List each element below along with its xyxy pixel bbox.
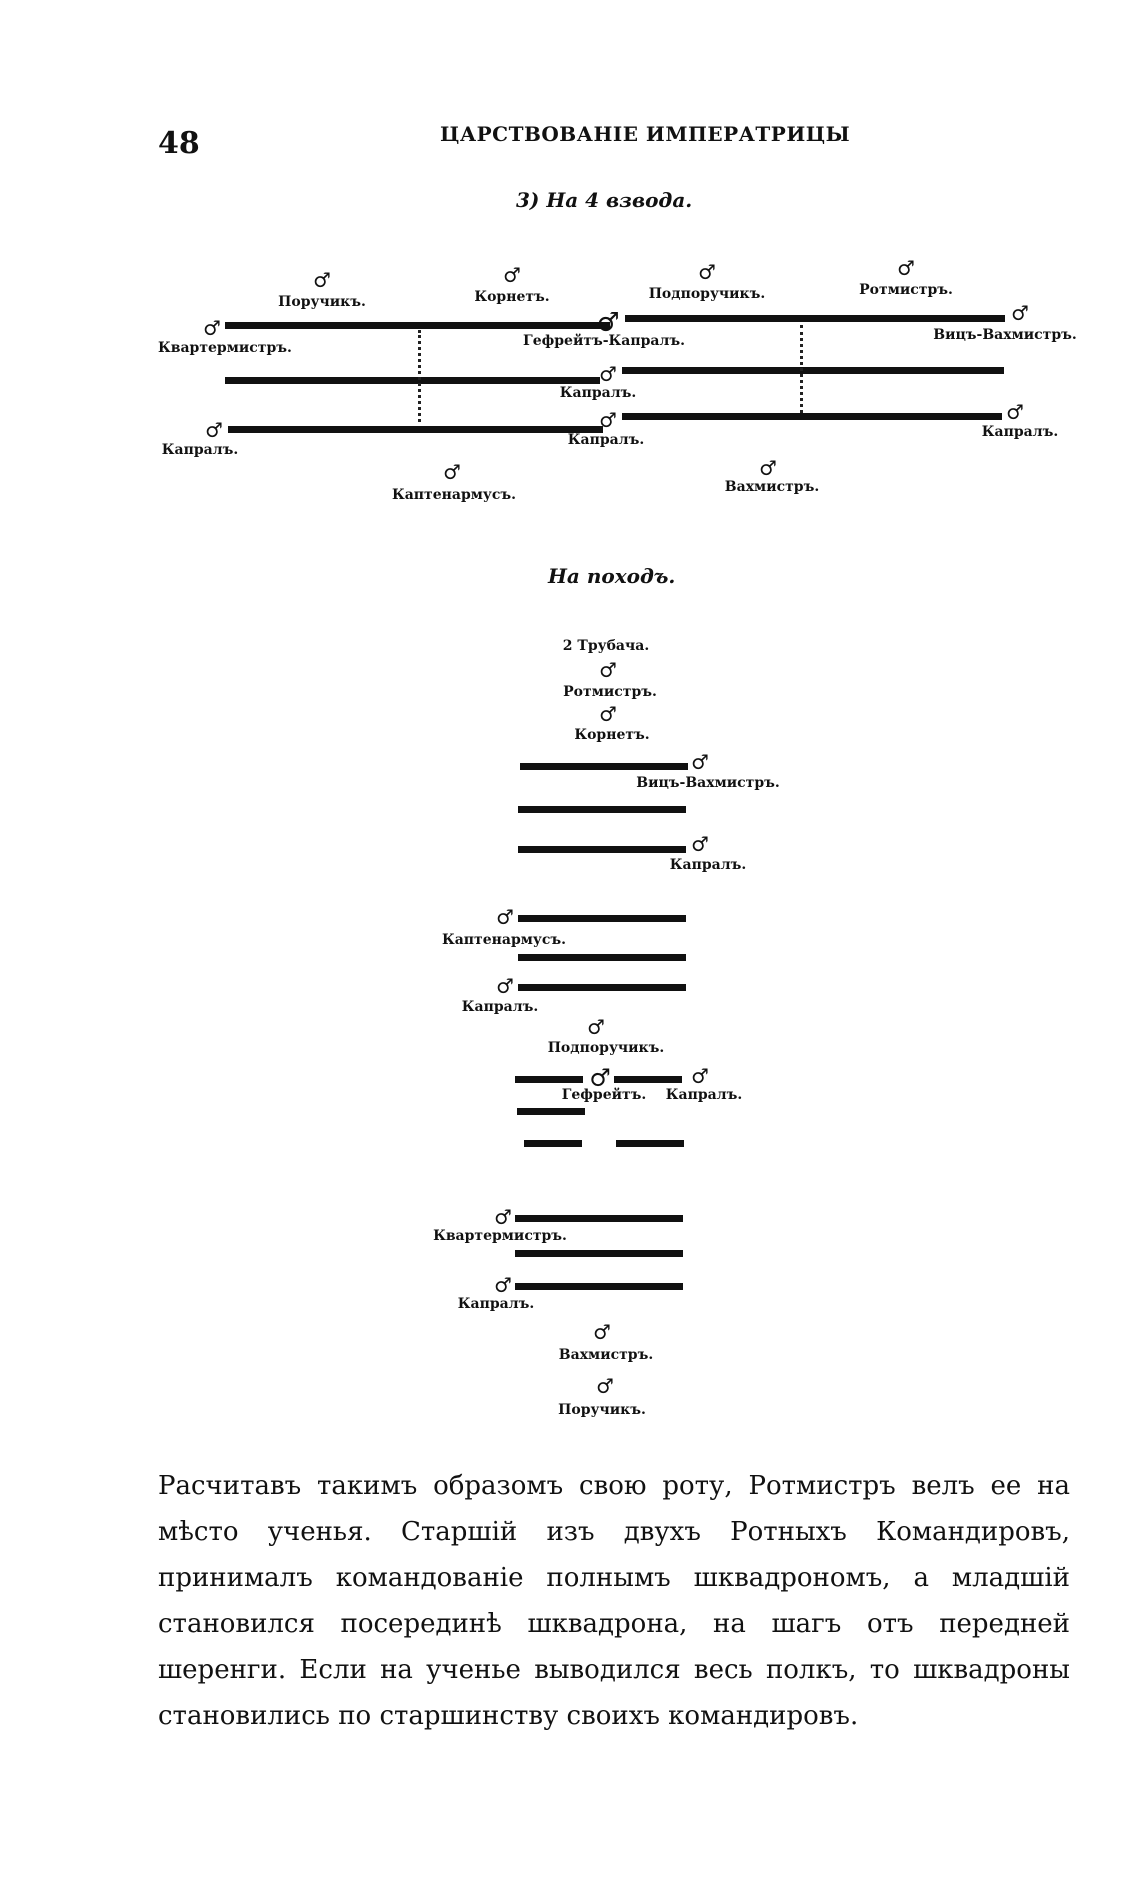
label-kapral-middle: Капралъ.	[559, 385, 637, 401]
march-title: На походъ.	[548, 564, 676, 588]
label-porutchik: Поручикъ.	[558, 1402, 646, 1418]
nco-symbol: ♂	[1006, 400, 1024, 424]
page-number: 48	[158, 126, 200, 161]
file-line	[614, 1076, 682, 1083]
nco-symbol: ♂	[443, 460, 461, 484]
rank-line	[622, 413, 1002, 420]
rank-line	[225, 322, 610, 329]
running-title: ЦАРСТВОВАНІЕ ИМПЕРАТРИЦЫ	[440, 122, 851, 146]
file-line	[518, 984, 686, 991]
section-title: 3) На 4 взвода.	[516, 188, 693, 212]
label-podporutchik: Подпоручикъ.	[547, 1040, 665, 1056]
officer-symbol: ♂	[599, 702, 617, 726]
nco-symbol: ♂	[494, 1273, 512, 1297]
nco-symbol: ♂	[691, 1064, 709, 1088]
platoon-divider	[800, 325, 803, 413]
label-kaptenarmus: Каптенармусъ.	[391, 487, 517, 503]
officer-symbol: ♂	[596, 1374, 614, 1398]
file-line	[524, 1140, 582, 1147]
label-vitse-vakhmistr: Вицъ-Вахмистръ.	[636, 775, 780, 791]
label-kapral-right: Капралъ.	[981, 424, 1059, 440]
label-kaptenarmus: Каптенармусъ.	[441, 932, 567, 948]
rank-line	[622, 367, 1004, 374]
nco-symbol: ♂	[203, 316, 221, 340]
file-line	[518, 915, 686, 922]
nco-symbol: ♂	[599, 408, 617, 432]
label-kapral-center: Капралъ.	[567, 432, 645, 448]
label-kapral-1: Капралъ.	[669, 857, 747, 873]
file-line	[520, 763, 688, 770]
label-kvartermistr: Квартермистръ.	[433, 1228, 567, 1244]
label-vitse-vakhmistr: Вицъ-Вахмистръ.	[933, 327, 1077, 343]
gefreit-symbol: ♂	[589, 1063, 611, 1092]
file-line	[515, 1215, 683, 1222]
nco-symbol: ♂	[593, 1320, 611, 1344]
nco-symbol: ♂	[1011, 301, 1029, 325]
label-trumpeters: 2 Трубача.	[562, 638, 650, 654]
label-kapral-3: Капралъ.	[665, 1087, 743, 1103]
rank-line	[228, 426, 603, 433]
rank-line	[625, 315, 1005, 322]
label-podporutchik: Подпоручикъ.	[648, 286, 766, 302]
officer-symbol: ♂	[587, 1015, 605, 1039]
body-paragraph: Расчитавъ такимъ образомъ свою роту, Ротмистръ велъ ее на мѣсто ученья. Старшій изъ двухъ Ротныхъ Командировъ, принималъ командованіе полнымъ шквадрономъ, а младшій становился посерединѣ шквадрона, на шагъ отъ передней шеренги. Если на ученье выводился весь полкъ, то шквадроны становились по старшинству своихъ командировъ.	[158, 1471, 1070, 1731]
file-line	[517, 1108, 585, 1115]
label-vakhmistr: Вахмистръ.	[558, 1347, 654, 1363]
officer-symbol: ♂	[897, 256, 915, 280]
nco-symbol: ♂	[691, 750, 709, 774]
nco-symbol: ♂	[496, 974, 514, 998]
label-vakhmistr: Вахмистръ.	[724, 479, 820, 495]
label-kapral-2: Капралъ.	[461, 999, 539, 1015]
platoon-divider	[418, 330, 421, 422]
nco-symbol: ♂	[759, 456, 777, 480]
nco-symbol: ♂	[205, 418, 223, 442]
label-rotmistr: Ротмистръ.	[859, 282, 953, 298]
file-line	[515, 1250, 683, 1257]
label-kapral-left: Капралъ.	[161, 442, 239, 458]
officer-symbol: ♂	[503, 263, 521, 287]
nco-symbol: ♂	[494, 1205, 512, 1229]
label-rotmistr: Ротмистръ.	[563, 684, 657, 700]
nco-symbol: ♂	[691, 832, 709, 856]
file-line	[518, 846, 686, 853]
officer-symbol: ♂	[599, 658, 617, 682]
label-gefreit-kapral: Гефрейтъ-Капралъ.	[523, 333, 685, 349]
file-line	[616, 1140, 684, 1147]
nco-symbol: ♂	[599, 362, 617, 386]
label-porutchik: Поручикъ.	[278, 294, 366, 310]
label-kapral-4: Капралъ.	[457, 1296, 535, 1312]
file-line	[518, 806, 686, 813]
file-line	[515, 1076, 583, 1083]
file-line	[518, 954, 686, 961]
officer-symbol: ♂	[313, 268, 331, 292]
officer-symbol: ♂	[698, 260, 716, 284]
label-kornet: Корнетъ.	[474, 289, 550, 305]
label-gefreit: Гефрейтъ.	[561, 1087, 647, 1103]
gefreit-symbol: ♂	[596, 308, 620, 338]
nco-symbol: ♂	[496, 905, 514, 929]
rank-line	[225, 377, 600, 384]
label-kvartermistr: Квартермистръ.	[158, 340, 292, 356]
label-kornet: Корнетъ.	[574, 727, 650, 743]
file-line	[515, 1283, 683, 1290]
